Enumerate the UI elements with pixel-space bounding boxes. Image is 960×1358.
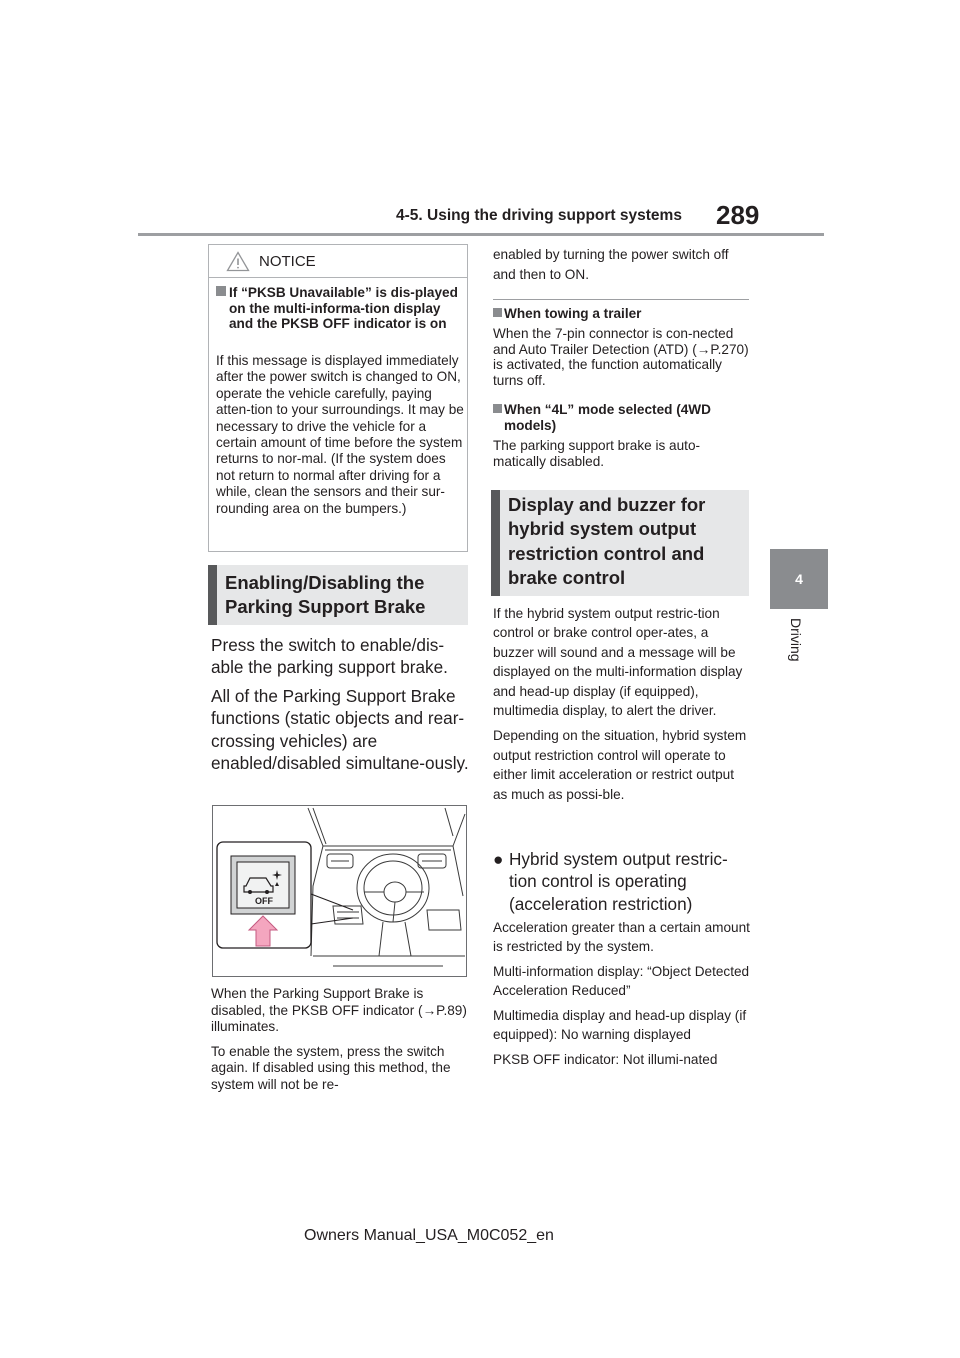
towing-heading-text: When towing a trailer	[504, 306, 642, 321]
enabling-notes	[211, 986, 473, 1102]
description-paragraph: If the hybrid system output restric-tion control or brake control oper-ates, a buzzer will sound and a message will be displayed on the multi-information display and head-up display (if equipped), multimedia display, to alert the driver.	[493, 606, 743, 719]
switch-off-label: OFF	[255, 896, 273, 906]
notice-subheading	[216, 285, 460, 332]
subsection-divider	[493, 299, 749, 300]
square-bullet-icon	[493, 404, 502, 413]
header-divider	[138, 233, 824, 236]
mode-4l-heading	[493, 402, 751, 434]
towing-subsection	[493, 306, 751, 388]
dashboard-illustration	[213, 806, 466, 976]
towing-body: When the 7-pin connector is con-nected and Auto Trailer Detection (ATD) (→P.270) is activated, the function automatically turns off.	[493, 326, 749, 388]
page-reference-link[interactable]: P.270	[710, 341, 745, 357]
detail-line: Multi-information display: “Object Detected Acceleration Reduced”	[493, 964, 750, 998]
description-paragraph: Depending on the situation, hybrid system output restriction control will operate to either limit acceleration or restrict output as much as possi-ble.	[493, 728, 747, 802]
continuation-text: enabled by turning the power switch off and then to ON.	[493, 247, 729, 282]
bullet-dot-icon: ●	[493, 849, 504, 869]
page-reference-link[interactable]: P.89	[436, 1002, 463, 1018]
detail-line: Multimedia display and head-up display (if equipped): No warning displayed	[493, 1008, 747, 1042]
detail-line: PKSB OFF indicator: Not illumi-nated	[493, 1052, 718, 1067]
chapter-number: 4	[795, 571, 803, 587]
pksb-switch-illustration	[212, 805, 467, 977]
note-text: ) illuminates.	[211, 1002, 467, 1035]
detail-line: Acceleration greater than a certain amount is restricted by the system.	[493, 920, 750, 954]
acceleration-restriction-details	[493, 918, 751, 1075]
mode-4l-body: The parking support brake is auto-matically disabled.	[493, 438, 701, 469]
square-bullet-icon	[216, 286, 226, 296]
mode-4l-heading-text: When “4L” mode selected (4WD models)	[504, 402, 711, 433]
indicator-note: When the Parking Support Brake is disabled, the PKSB OFF indicator (→P.89) illuminates.	[211, 986, 467, 1035]
display-buzzer-description	[493, 604, 751, 810]
enabling-instructions	[211, 634, 473, 780]
instruction-paragraph: All of the Parking Support Brake functions (static objects and rear-crossing vehicles) are enabled/disabled simultane-ously.	[211, 685, 469, 774]
page-number: 289	[716, 200, 760, 230]
section-title: 4-5. Using the driving support systems	[396, 207, 682, 224]
towing-heading	[493, 306, 751, 322]
instruction-paragraph: Press the switch to enable/dis-able the parking support brake.	[211, 635, 448, 678]
chapter-tab[interactable]	[770, 549, 828, 609]
chapter-label: Driving	[788, 618, 804, 662]
warning-triangle-icon	[226, 251, 250, 272]
towing-text: ) is activated, the function automatically turns off.	[493, 341, 749, 388]
mode-4l-subsection	[493, 402, 751, 469]
towing-text: When the 7-pin connector is con-nected and Auto Trailer Detection (ATD) (	[493, 326, 734, 357]
notice-body: If this message is displayed immediately after the power switch is changed to ON, operate the vehicle carefully, paying atten-tion to your surroundings. It may be necessary to drive the vehicle for a certain amount of time before the system returns to nor-mal. (If the system does not return to normal after driving for a while, clean the sensors and their sur-rounding area on the bumpers.)	[216, 353, 464, 516]
enable-note: To enable the system, press the switch again. If disabled using this method, the system will not be re-	[211, 1043, 451, 1092]
section-heading-enabling: Enabling/Disabling the Parking Support Brake	[208, 565, 468, 625]
notice-box	[208, 244, 468, 552]
footer-document-id: Owners Manual_USA_M0C052_en	[304, 1227, 554, 1244]
acceleration-restriction-heading-text: Hybrid system output restric-tion control is operating (acceleration restriction)	[509, 849, 728, 914]
acceleration-restriction-heading	[493, 848, 751, 915]
note-text: When the Parking Support Brake is disabled, the PKSB OFF indicator (	[211, 986, 424, 1018]
notice-subheading-text: If “PKSB Unavailable” is dis-played on the multi-informa-tion display and the PKSB OFF indicator is on	[229, 285, 458, 331]
square-bullet-icon	[493, 308, 502, 317]
notice-label: NOTICE	[259, 253, 316, 270]
section-heading-display-buzzer: Display and buzzer for hybrid system output restriction control and brake control	[491, 490, 749, 596]
notice-header	[209, 245, 467, 278]
